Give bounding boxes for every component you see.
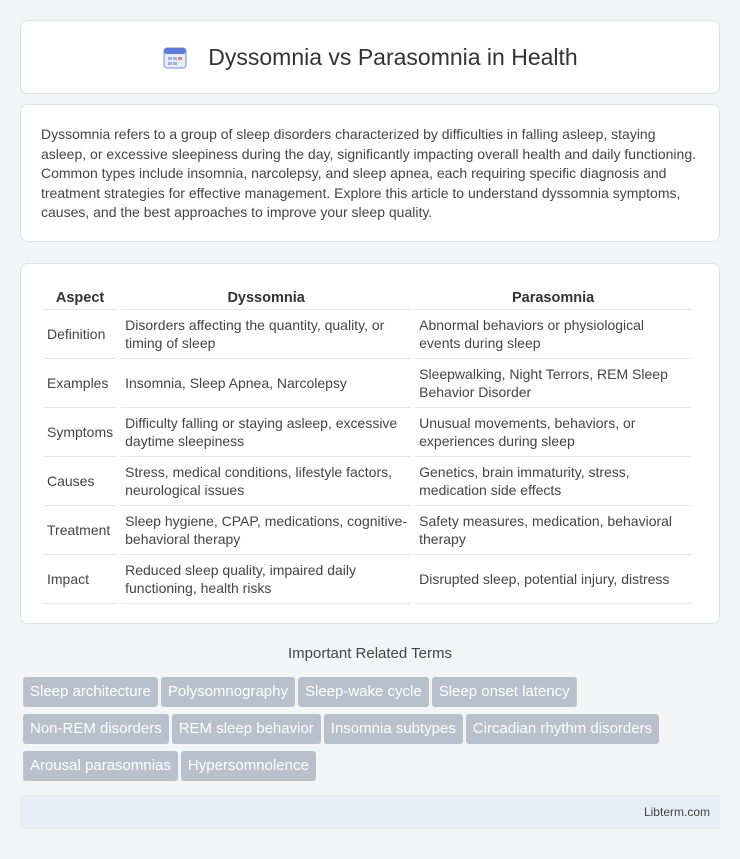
title-card: [20, 20, 720, 94]
cell-aspect: Definition: [43, 310, 117, 359]
cell-parasomnia: Safety measures, medication, behavioral therapy: [415, 506, 691, 555]
related-term-tag[interactable]: Sleep onset latency: [432, 677, 577, 707]
table-row: [43, 457, 691, 506]
table-header-row: [43, 286, 691, 310]
cell-parasomnia: Disrupted sleep, potential injury, distress: [415, 555, 691, 604]
related-terms-list: [23, 677, 723, 788]
footer: [20, 795, 720, 829]
table-row: [43, 310, 691, 359]
comparison-table: [39, 286, 695, 604]
related-term-tag[interactable]: Hypersomnolence: [181, 751, 316, 781]
calendar-icon: [162, 44, 188, 70]
cell-parasomnia: Sleepwalking, Night Terrors, REM Sleep Behavior Disorder: [415, 359, 691, 408]
related-term-tag[interactable]: Circadian rhythm disorders: [466, 714, 659, 744]
cell-aspect: Causes: [43, 457, 117, 506]
cell-dyssomnia: Insomnia, Sleep Apnea, Narcolepsy: [121, 359, 411, 408]
header-dyssomnia: Dyssomnia: [121, 286, 411, 310]
cell-dyssomnia: Stress, medical conditions, lifestyle factors, neurological issues: [121, 457, 411, 506]
related-term-tag[interactable]: Sleep-wake cycle: [298, 677, 429, 707]
related-term-tag[interactable]: Insomnia subtypes: [324, 714, 463, 744]
comparison-card: [20, 263, 720, 624]
related-terms-title: Important Related Terms: [288, 645, 452, 662]
table-row: [43, 359, 691, 408]
cell-dyssomnia: Reduced sleep quality, impaired daily functioning, health risks: [121, 555, 411, 604]
related-term-tag[interactable]: Arousal parasomnias: [23, 751, 178, 781]
cell-dyssomnia: Sleep hygiene, CPAP, medications, cognitive-behavioral therapy: [121, 506, 411, 555]
related-term-tag[interactable]: Polysomnography: [161, 677, 295, 707]
cell-aspect: Examples: [43, 359, 117, 408]
header-parasomnia: Parasomnia: [415, 286, 691, 310]
table-row: [43, 408, 691, 457]
cell-parasomnia: Abnormal behaviors or physiological events during sleep: [415, 310, 691, 359]
related-term-tag[interactable]: Non-REM disorders: [23, 714, 169, 744]
cell-parasomnia: Unusual movements, behaviors, or experiences during sleep: [415, 408, 691, 457]
table-row: [43, 555, 691, 604]
footer-site-link[interactable]: Libterm.com: [643, 805, 710, 819]
cell-aspect: Treatment: [43, 506, 117, 555]
cell-parasomnia: Genetics, brain immaturity, stress, medication side effects: [415, 457, 691, 506]
cell-dyssomnia: Disorders affecting the quantity, quality, or timing of sleep: [121, 310, 411, 359]
cell-aspect: Symptoms: [43, 408, 117, 457]
cell-aspect: Impact: [43, 555, 117, 604]
table-row: [43, 506, 691, 555]
cell-dyssomnia: Difficulty falling or staying asleep, excessive daytime sleepiness: [121, 408, 411, 457]
intro-text: Dyssomnia refers to a group of sleep disorders characterized by difficulties in falling asleep, staying asleep, or excessive sleepiness during the day, significantly impacting overall health and daily functioning. Common types include insomnia, narcolepsy, and sleep apnea, each requiring specific diagnosis and treatment strategies for effective management. Explore this article to understand dyssomnia symptoms, causes, and the best approaches to improve your sleep quality.: [41, 126, 697, 221]
related-term-tag[interactable]: Sleep architecture: [23, 677, 158, 707]
header-aspect: Aspect: [43, 286, 117, 310]
intro-card: [20, 104, 720, 242]
related-term-tag[interactable]: REM sleep behavior: [172, 714, 321, 744]
page-title: Dyssomnia vs Parasomnia in Health: [208, 43, 578, 70]
